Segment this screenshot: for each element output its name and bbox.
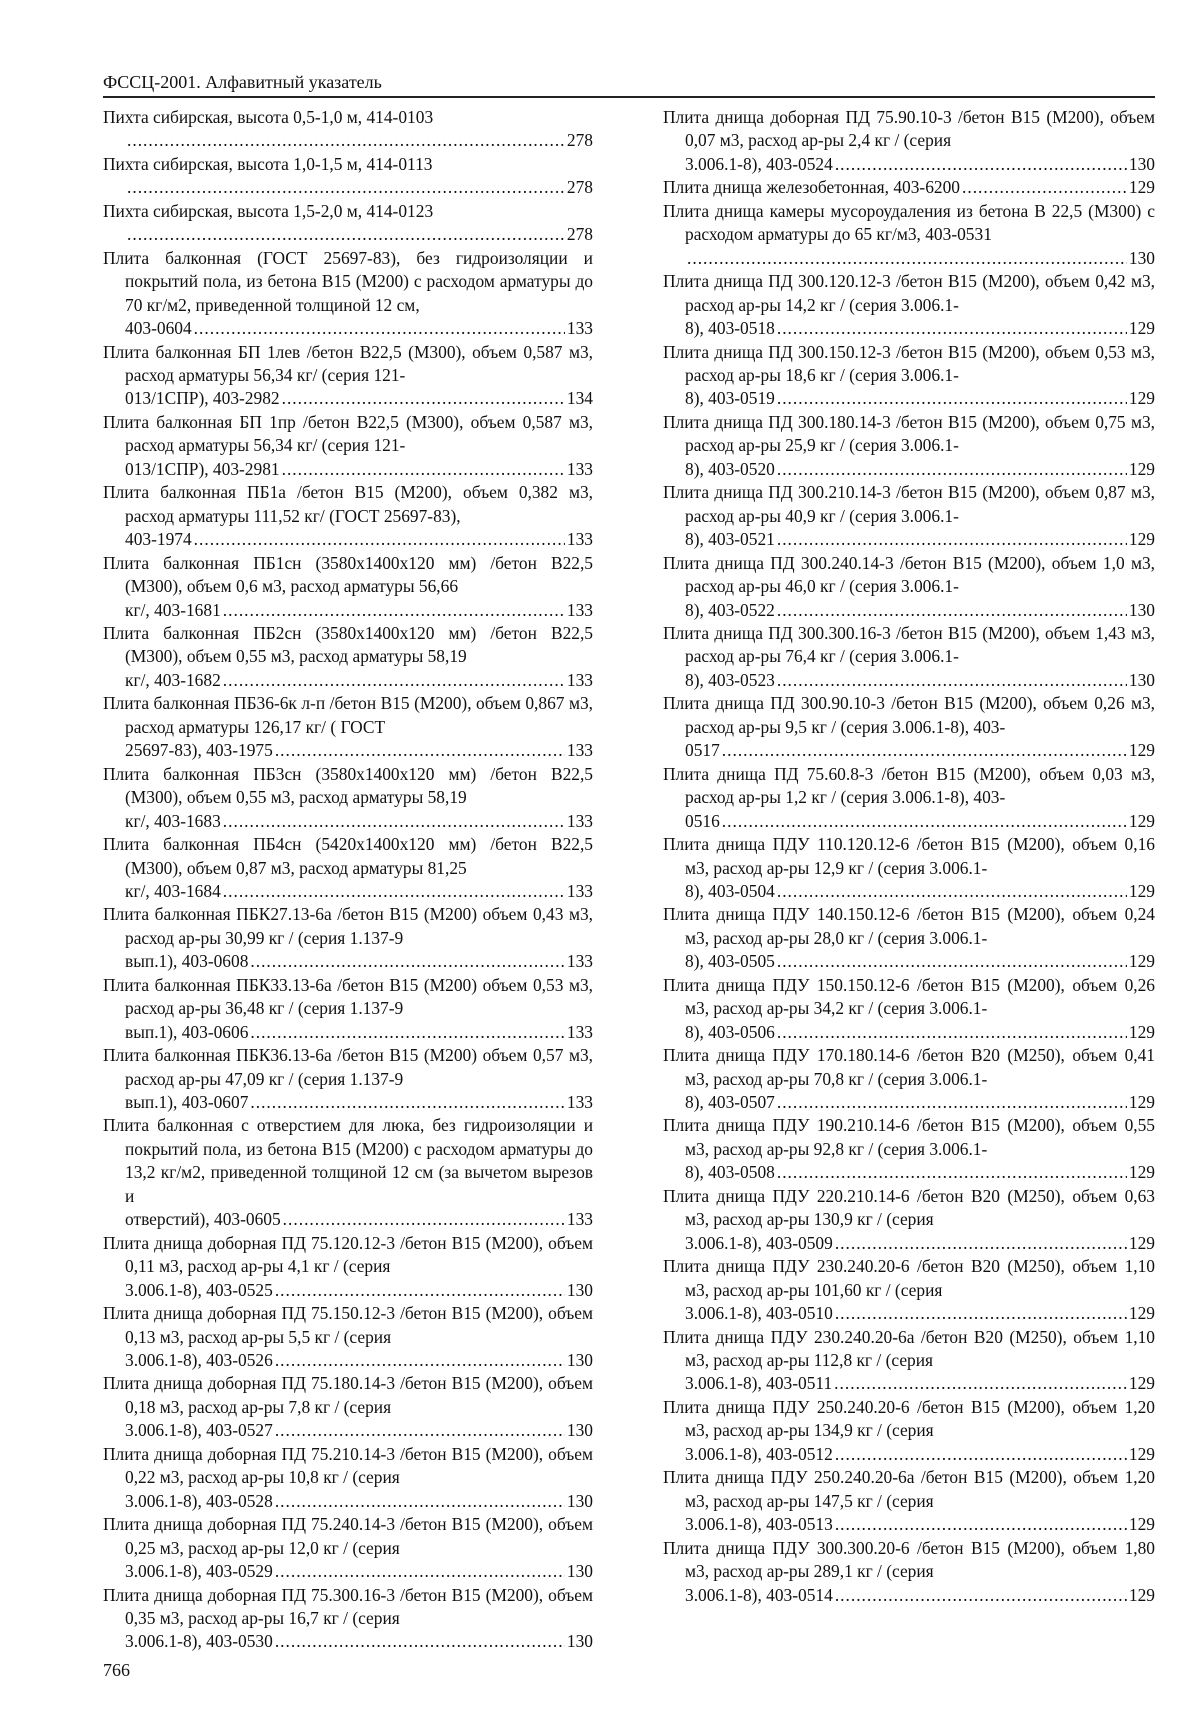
entry-code: 3.006.1-8), 403-0524 <box>685 153 833 174</box>
entry-text: Плита балконная ПБ36-6к л-п /бетон В15 (М200), объем 0,867 м3, расход арматуры 126,17 кг/ ( ГОСТ <box>103 693 593 737</box>
entry-leader-line <box>685 1091 1155 1114</box>
entry-page-number: 129 <box>1128 951 1155 972</box>
dot-leader <box>275 1490 565 1513</box>
entry-leader-line <box>685 1584 1155 1607</box>
dot-leader <box>250 1091 565 1114</box>
entry-code: 8), 403-0521 <box>685 529 775 550</box>
entry-page-number: 129 <box>1128 1514 1155 1535</box>
index-entry <box>103 622 593 692</box>
entry-page-number: 133 <box>566 1209 593 1230</box>
entry-leader-line <box>685 1232 1155 1255</box>
entry-text: Плита днища ПДУ 140.150.12-6 /бетон В15 (М200), объем 0,24 м3, расход ар-ры 28,0 кг / (серия 3.006.1- <box>663 904 1155 948</box>
dot-leader <box>223 810 565 833</box>
entry-leader-line <box>685 739 1155 762</box>
index-entry <box>663 1537 1155 1607</box>
dot-leader <box>194 317 565 340</box>
dot-leader <box>777 317 1127 340</box>
entry-text: Плита днища ПДУ 170.180.14-6 /бетон В20 (М250), объем 0,41 м3, расход ар-ры 70,8 кг / (серия 3.006.1- <box>663 1045 1155 1089</box>
entry-leader-line <box>663 176 1155 199</box>
entry-page-number: 129 <box>1128 1584 1155 1605</box>
entry-page-number: 129 <box>1128 1092 1155 1113</box>
entry-page-number: 129 <box>1128 1232 1155 1253</box>
entry-page-number: 133 <box>566 1092 593 1113</box>
index-entry <box>103 153 593 200</box>
dot-leader <box>127 129 565 152</box>
entry-code: 3.006.1-8), 403-0510 <box>685 1303 833 1324</box>
entry-leader-line <box>685 528 1155 551</box>
entry-page-number: 133 <box>566 880 593 901</box>
entry-code: кг/, 403-1684 <box>125 880 221 901</box>
dot-leader <box>223 599 565 622</box>
entry-code: 3.006.1-8), 403-0513 <box>685 1514 833 1535</box>
index-entry <box>103 1584 593 1654</box>
entry-leader-line <box>685 1372 1155 1395</box>
entry-page-number: 133 <box>566 669 593 690</box>
dot-leader <box>127 223 565 246</box>
entry-leader-line <box>685 1021 1155 1044</box>
entry-text: Плита балконная с отверстием для люка, без гидроизоляции и покрытий пола, из бетона В15 (М200) с расходом арматуры до 13,2 кг/м2, приведенной толщиной 12 см (за вычетом вырезов и <box>103 1115 593 1206</box>
entry-text: Плита днища ПД 300.120.12-3 /бетон В15 (М200), объем 0,42 м3, расход ар-ры 14,2 кг / (серия 3.006.1- <box>663 271 1155 315</box>
entry-leader-line <box>125 1021 593 1044</box>
entry-leader-line <box>125 317 593 340</box>
entry-text: Плита днища доборная ПД 75.90.10-3 /бетон В15 (М200), объем 0,07 м3, расход ар-ры 2,4 кг / (серия <box>663 107 1155 151</box>
dot-leader <box>275 1630 565 1653</box>
entry-text: Плита днища ПД 300.210.14-3 /бетон В15 (М200), объем 0,87 м3, расход ар-ры 40,9 кг / (серия 3.006.1- <box>663 482 1155 526</box>
entry-code: 3.006.1-8), 403-0509 <box>685 1232 833 1253</box>
entry-page-number: 133 <box>566 458 593 479</box>
entry-text: Плита днища ПД 300.90.10-3 /бетон В15 (М200), объем 0,26 м3, расход ар-ры 9,5 кг / (серия 3.006.1-8), 403- <box>663 693 1155 737</box>
entry-leader-line <box>685 387 1155 410</box>
entry-text: Плита днища камеры мусороудаления из бетона В 22,5 (М300) с расходом арматуры до 65 кг/м3, 403-0531 <box>663 200 1155 245</box>
entry-leader-line <box>125 950 593 973</box>
entry-page-number: 130 <box>1128 247 1155 268</box>
entry-text: Плита днища ПДУ 230.240.20-6 /бетон В20 (М250), объем 1,10 м3, расход ар-ры 101,60 кг / (серия <box>663 1256 1155 1300</box>
entry-text: Плита днища ПД 300.300.16-3 /бетон В15 (М200), объем 1,43 м3, расход ар-ры 76,4 кг / (серия 3.006.1- <box>663 622 1155 667</box>
dot-leader <box>777 950 1127 973</box>
index-entry <box>663 1114 1155 1184</box>
index-entry <box>103 692 593 762</box>
entry-page-number: 133 <box>566 810 593 831</box>
dot-leader <box>282 387 565 410</box>
entry-leader-line <box>125 669 593 692</box>
index-entry <box>103 1372 593 1442</box>
index-entry <box>663 176 1155 199</box>
index-entry <box>103 1513 593 1583</box>
entry-page-number: 129 <box>1128 740 1155 761</box>
entry-leader-line <box>685 1443 1155 1466</box>
dot-leader <box>777 880 1127 903</box>
entry-leader-line <box>125 1630 593 1653</box>
entry-code: 3.006.1-8), 403-0514 <box>685 1584 833 1605</box>
index-entry <box>103 763 593 833</box>
dot-leader <box>275 1419 565 1442</box>
entry-leader-line <box>125 880 593 903</box>
entry-code: 3.006.1-8), 403-0512 <box>685 1443 833 1464</box>
entry-text: Плита днища доборная ПД 75.180.14-3 /бетон В15 (М200), объем 0,18 м3, расход ар-ры 7,8 кг / (серия <box>103 1373 593 1417</box>
entry-code: 013/1СПР), 403-2981 <box>125 458 280 479</box>
entry-text: Плита балконная ПБ1а /бетон В15 (М200), объем 0,382 м3, расход арматуры 111,52 кг/ (ГОСТ 25697-83), <box>103 482 593 526</box>
entry-text: Плита днища доборная ПД 75.210.14-3 /бетон В15 (М200), объем 0,22 м3, расход ар-ры 10,8 кг / (серия <box>103 1443 593 1488</box>
index-entry <box>103 552 593 622</box>
entry-page-number: 130 <box>566 1350 593 1371</box>
index-entry <box>103 1044 593 1114</box>
entry-text: Плита днища ПД 300.180.14-3 /бетон В15 (М200), объем 0,75 м3, расход ар-ры 25,9 кг / (серия 3.006.1- <box>663 411 1155 456</box>
index-entry <box>103 833 593 903</box>
entry-leader-line <box>125 599 593 622</box>
entry-page-number: 130 <box>1128 599 1155 620</box>
entry-page-number: 129 <box>1128 1162 1155 1183</box>
entry-page-number: 129 <box>1128 810 1155 831</box>
entry-page-number: 278 <box>566 224 593 245</box>
dot-leader <box>194 528 565 551</box>
entry-leader-line <box>125 129 593 152</box>
entry-code: 8), 403-0508 <box>685 1162 775 1183</box>
index-entry <box>103 1302 593 1372</box>
dot-leader <box>835 1513 1127 1536</box>
running-header <box>103 71 1155 98</box>
entry-page-number: 129 <box>1128 458 1155 479</box>
index-entry <box>663 1044 1155 1114</box>
entry-leader-line <box>685 1161 1155 1184</box>
entry-code: кг/, 403-1682 <box>125 669 221 690</box>
dot-leader <box>283 1208 565 1231</box>
entry-leader-line <box>685 153 1155 176</box>
entry-code: 8), 403-0507 <box>685 1092 775 1113</box>
index-entry <box>663 411 1155 481</box>
index-entry <box>103 1443 593 1513</box>
index-column-right <box>663 106 1155 1607</box>
dot-leader <box>777 1091 1127 1114</box>
entry-leader-line <box>685 1302 1155 1325</box>
index-entry <box>663 1396 1155 1466</box>
dot-leader <box>223 880 565 903</box>
entry-code: 3.006.1-8), 403-0529 <box>125 1561 273 1582</box>
entry-code: 8), 403-0519 <box>685 388 775 409</box>
entry-code: 3.006.1-8), 403-0526 <box>125 1350 273 1371</box>
entry-text: Плита днища ПД 75.60.8-3 /бетон В15 (М200), объем 0,03 м3, расход ар-ры 1,2 кг / (серия 3.006.1-8), 403- <box>663 763 1155 808</box>
index-entry <box>103 106 593 153</box>
entry-leader-line <box>685 599 1155 622</box>
index-column-left <box>103 106 593 1654</box>
entry-text: Плита днища ПД 300.150.12-3 /бетон В15 (М200), объем 0,53 м3, расход ар-ры 18,6 кг / (серия 3.006.1- <box>663 341 1155 385</box>
index-entry <box>663 106 1155 176</box>
entry-code: 25697-83), 403-1975 <box>125 740 273 761</box>
entry-leader-line <box>125 176 593 199</box>
dot-leader <box>722 739 1127 762</box>
dot-leader <box>275 1279 565 1302</box>
entry-text: Плита днища доборная ПД 75.240.14-3 /бетон В15 (М200), объем 0,25 м3, расход ар-ры 12,0 кг / (серия <box>103 1514 593 1558</box>
entry-text: Плита балконная ПБ2сн (3580х1400х120 мм) /бетон В22,5 (М300), объем 0,55 м3, расход арматуры 58,19 <box>103 622 593 667</box>
index-entry <box>103 411 593 481</box>
entry-code: 8), 403-0523 <box>685 669 775 690</box>
entry-leader-line <box>125 1560 593 1583</box>
entry-page-number: 129 <box>1128 1303 1155 1324</box>
index-entry <box>103 247 593 341</box>
entry-page-number: 129 <box>1128 388 1155 409</box>
entry-code: 3.006.1-8), 403-0525 <box>125 1279 273 1300</box>
entry-text: Плита днища ПДУ 250.240.20-6а /бетон В15 (М200), объем 1,20 м3, расход ар-ры 147,5 кг / (серия <box>663 1467 1155 1511</box>
entry-leader-line <box>685 247 1155 270</box>
index-entry <box>103 903 593 973</box>
entry-page-number: 129 <box>1128 318 1155 339</box>
index-entry <box>663 1185 1155 1255</box>
index-entry <box>663 1326 1155 1396</box>
entry-text: Плита балконная ПБ1сн (3580х1400х120 мм) /бетон В22,5 (М300), объем 0,6 м3, расход арматуры 56,66 <box>103 552 593 597</box>
entry-code: 8), 403-0518 <box>685 318 775 339</box>
entry-page-number: 130 <box>1128 669 1155 690</box>
entry-page-number: 133 <box>566 529 593 550</box>
entry-text: Плита балконная БП 1пр /бетон В22,5 (М300), объем 0,587 м3, расход арматуры 56,34 кг/ (серия 121- <box>103 411 593 456</box>
entry-leader-line <box>685 950 1155 973</box>
entry-text: Плита балконная ПБ3сн (3580х1400х120 мм) /бетон В22,5 (М300), объем 0,55 м3, расход арматуры 58,19 <box>103 763 593 808</box>
entry-text: Плита балконная ПБК36.13-6а /бетон В15 (М200) объем 0,57 м3, расход ар-ры 47,09 кг / (серия 1.137-9 <box>103 1045 593 1089</box>
entry-text: Плита днища ПДУ 150.150.12-6 /бетон В15 (М200), объем 0,26 м3, расход ар-ры 34,2 кг / (серия 3.006.1- <box>663 974 1155 1019</box>
index-entry <box>103 341 593 411</box>
header-title: ФССЦ-2001. Алфавитный указатель <box>103 72 382 92</box>
dot-leader <box>275 739 565 762</box>
entry-code: вып.1), 403-0608 <box>125 951 249 972</box>
dot-leader <box>223 669 565 692</box>
dot-leader <box>777 387 1127 410</box>
entry-code: 3.006.1-8), 403-0511 <box>685 1373 833 1394</box>
entry-text: Пихта сибирская, высота 0,5-1,0 м, 414-0103 <box>103 107 434 127</box>
entry-leader-line <box>125 458 593 481</box>
entry-text: Плита днища ПДУ 250.240.20-6 /бетон В15 (М200), объем 1,20 м3, расход ар-ры 134,9 кг / (серия <box>663 1396 1155 1441</box>
entry-code: вып.1), 403-0606 <box>125 1021 249 1042</box>
entry-text: Пихта сибирская, высота 1,0-1,5 м, 414-0113 <box>103 153 433 174</box>
index-entry <box>663 763 1155 833</box>
entry-leader-line <box>125 1490 593 1513</box>
entry-page-number: 133 <box>566 599 593 620</box>
entry-code: 0516 <box>685 810 720 831</box>
dot-leader <box>835 1443 1127 1466</box>
entry-leader-line <box>125 223 593 246</box>
entry-text: Плита днища ПДУ 220.210.14-6 /бетон В20 (М250), объем 0,63 м3, расход ар-ры 130,9 кг / (серия <box>663 1185 1155 1230</box>
entry-text: Плита днища ПДУ 300.300.20-6 /бетон В15 (М200), объем 1,80 м3, расход ар-ры 289,1 кг / (серия <box>663 1537 1155 1582</box>
dot-leader <box>835 1584 1127 1607</box>
entry-leader-line <box>125 1091 593 1114</box>
entry-code: кг/, 403-1683 <box>125 810 221 831</box>
entry-code: отверстий), 403-0605 <box>125 1209 281 1230</box>
entry-text: Плита днища доборная ПД 75.120.12-3 /бетон В15 (М200), объем 0,11 м3, расход ар-ры 4,1 кг / (серия <box>103 1232 593 1277</box>
entry-text: Плита балконная (ГОСТ 25697-83), без гидроизоляции и покрытий пола, из бетона В15 (М200) с расходом арматуры до 70 кг/м2, приведенной толщиной 12 см, <box>103 247 593 315</box>
index-entry <box>663 200 1155 270</box>
entry-code: Плита днища железобетонная, 403-6200 <box>663 177 961 198</box>
dot-leader <box>777 599 1127 622</box>
index-entry <box>663 270 1155 340</box>
dot-leader <box>282 458 565 481</box>
entry-text: Пихта сибирская, высота 1,5-2,0 м, 414-0123 <box>103 200 434 221</box>
entry-code: вып.1), 403-0607 <box>125 1092 249 1113</box>
entry-leader-line <box>685 1513 1155 1536</box>
entry-page-number: 133 <box>566 740 593 761</box>
entry-page-number: 130 <box>566 1279 593 1300</box>
entry-leader-line <box>125 810 593 833</box>
index-entry <box>103 1232 593 1302</box>
dot-leader <box>250 950 565 973</box>
entry-leader-line <box>685 458 1155 481</box>
index-entry <box>663 622 1155 692</box>
entry-page-number: 129 <box>1128 1443 1155 1464</box>
index-entry <box>663 1466 1155 1536</box>
index-entry <box>663 481 1155 551</box>
dot-leader <box>777 1161 1127 1184</box>
entry-page-number: 129 <box>1128 529 1155 550</box>
entry-leader-line <box>125 1279 593 1302</box>
entry-page-number: 130 <box>566 1420 593 1441</box>
entry-page-number: 129 <box>1128 177 1155 198</box>
entry-code: 8), 403-0505 <box>685 951 775 972</box>
entry-page-number: 278 <box>566 177 593 198</box>
entry-code: 013/1СПР), 403-2982 <box>125 388 280 409</box>
index-entry <box>663 833 1155 903</box>
entry-page-number: 129 <box>1128 1021 1155 1042</box>
entry-code: 8), 403-0522 <box>685 599 775 620</box>
entry-text: Плита днища ПД 300.240.14-3 /бетон В15 (М200), объем 1,0 м3, расход ар-ры 46,0 кг / (серия 3.006.1- <box>663 552 1155 597</box>
entry-page-number: 129 <box>1128 1373 1155 1394</box>
index-entry <box>663 903 1155 973</box>
dot-leader <box>777 528 1127 551</box>
dot-leader <box>777 669 1127 692</box>
entry-code: 0517 <box>685 740 720 761</box>
index-entry <box>103 481 593 551</box>
entry-text: Плита балконная ПБК33.13-6а /бетон В15 (М200) объем 0,53 м3, расход ар-ры 36,48 кг / (серия 1.137-9 <box>103 974 593 1019</box>
entry-leader-line <box>685 810 1155 833</box>
index-entry <box>103 974 593 1044</box>
dot-leader <box>275 1560 565 1583</box>
dot-leader <box>777 1021 1127 1044</box>
index-entry <box>103 1114 593 1231</box>
entry-text: Плита днища ПДУ 230.240.20-6а /бетон В20 (М250), объем 1,10 м3, расход ар-ры 112,8 кг / (серия <box>663 1326 1155 1371</box>
entry-page-number: 130 <box>566 1631 593 1652</box>
entry-text: Плита балконная ПБ4сн (5420х1400х120 мм) /бетон В22,5 (М300), объем 0,87 м3, расход арматуры 81,25 <box>103 834 593 878</box>
dot-leader <box>250 1021 565 1044</box>
entry-code: 3.006.1-8), 403-0527 <box>125 1420 273 1441</box>
entry-page-number: 133 <box>566 1021 593 1042</box>
index-entry <box>663 974 1155 1044</box>
entry-page-number: 130 <box>566 1490 593 1511</box>
dot-leader <box>834 1372 1127 1395</box>
entry-leader-line <box>685 317 1155 340</box>
index-entry <box>663 692 1155 762</box>
entry-page-number: 134 <box>566 388 593 409</box>
dot-leader <box>962 176 1127 199</box>
dot-leader <box>687 247 1127 270</box>
entry-leader-line <box>685 880 1155 903</box>
dot-leader <box>777 458 1127 481</box>
entry-code: 403-0604 <box>125 318 192 339</box>
entry-text: Плита балконная БП 1лев /бетон В22,5 (М300), объем 0,587 м3, расход арматуры 56,34 кг/ (серия 121- <box>103 341 593 385</box>
entry-text: Плита днища доборная ПД 75.150.12-3 /бетон В15 (М200), объем 0,13 м3, расход ар-ры 5,5 кг / (серия <box>103 1303 593 1347</box>
entry-code: 8), 403-0506 <box>685 1021 775 1042</box>
entry-leader-line <box>685 669 1155 692</box>
entry-page-number: 130 <box>566 1561 593 1582</box>
entry-leader-line <box>125 528 593 551</box>
dot-leader <box>835 1302 1127 1325</box>
index-entry <box>103 200 593 247</box>
entry-page-number: 130 <box>1128 153 1155 174</box>
entry-code: 8), 403-0504 <box>685 880 775 901</box>
index-entry <box>663 341 1155 411</box>
page-number: 766 <box>103 1660 130 1680</box>
entry-leader-line <box>125 739 593 762</box>
dot-leader <box>127 176 565 199</box>
entry-leader-line <box>125 1419 593 1442</box>
entry-page-number: 133 <box>566 318 593 339</box>
entry-leader-line <box>125 387 593 410</box>
entry-text: Плита днища ПДУ 190.210.14-6 /бетон В15 (М200), объем 0,55 м3, расход ар-ры 92,8 кг / (серия 3.006.1- <box>663 1115 1155 1159</box>
index-entry <box>663 552 1155 622</box>
entry-text: Плита балконная ПБК27.13-6а /бетон В15 (М200) объем 0,43 м3, расход ар-ры 30,99 кг / (серия 1.137-9 <box>103 904 593 948</box>
entry-code: кг/, 403-1681 <box>125 599 221 620</box>
entry-code: 403-1974 <box>125 529 192 550</box>
entry-leader-line <box>125 1208 593 1231</box>
entry-code: 3.006.1-8), 403-0528 <box>125 1490 273 1511</box>
index-entry <box>663 1255 1155 1325</box>
entry-text: Плита днища ПДУ 110.120.12-6 /бетон В15 (М200), объем 0,16 м3, расход ар-ры 12,9 кг / (серия 3.006.1- <box>663 834 1155 878</box>
dot-leader <box>835 153 1127 176</box>
entry-code: 8), 403-0520 <box>685 458 775 479</box>
entry-text: Плита днища доборная ПД 75.300.16-3 /бетон В15 (М200), объем 0,35 м3, расход ар-ры 16,7 кг / (серия <box>103 1584 593 1628</box>
entry-page-number: 133 <box>566 951 593 972</box>
dot-leader <box>835 1232 1127 1255</box>
entry-page-number: 129 <box>1128 880 1155 901</box>
dot-leader <box>722 810 1127 833</box>
dot-leader <box>275 1349 565 1372</box>
entry-page-number: 278 <box>566 130 593 151</box>
entry-code: 3.006.1-8), 403-0530 <box>125 1631 273 1652</box>
entry-leader-line <box>125 1349 593 1372</box>
